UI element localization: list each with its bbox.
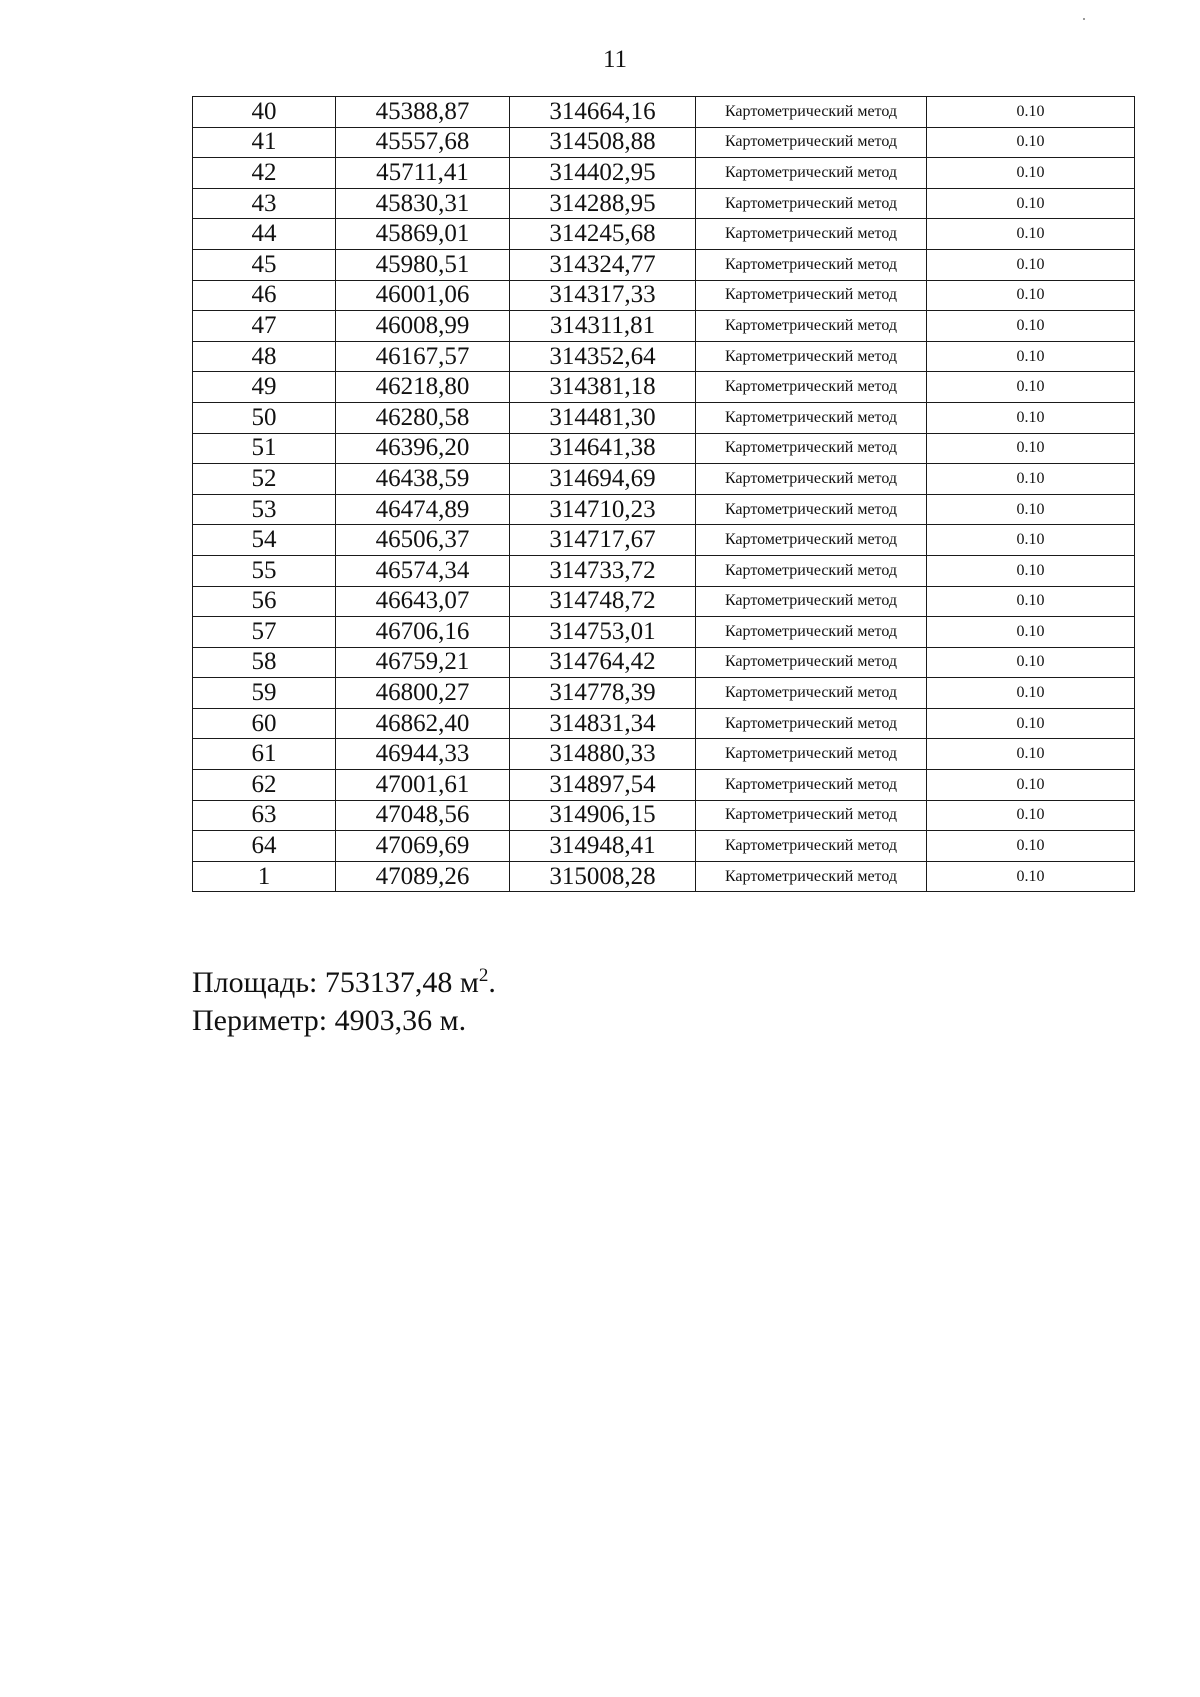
point-number-cell: 54 xyxy=(193,525,336,556)
point-number-cell: 47 xyxy=(193,311,336,342)
point-number-cell: 63 xyxy=(193,800,336,831)
table-row xyxy=(193,861,1135,892)
y-coordinate-cell: 314948,41 xyxy=(510,831,696,862)
point-number-cell: 52 xyxy=(193,464,336,495)
x-coordinate-cell: 46862,40 xyxy=(336,708,510,739)
point-number-cell: 53 xyxy=(193,494,336,525)
scan-speck xyxy=(1083,18,1085,20)
y-coordinate-cell: 314664,16 xyxy=(510,97,696,128)
point-number-cell: 58 xyxy=(193,647,336,678)
x-coordinate-cell: 45869,01 xyxy=(336,219,510,250)
x-coordinate-cell: 47089,26 xyxy=(336,861,510,892)
precision-cell: 0.10 xyxy=(927,280,1135,311)
precision-cell: 0.10 xyxy=(927,433,1135,464)
method-cell: Картометрический метод xyxy=(696,372,927,403)
table-row xyxy=(193,158,1135,189)
y-coordinate-cell: 314710,23 xyxy=(510,494,696,525)
coordinates-table xyxy=(192,96,1135,892)
area-value: 753137,48 м xyxy=(324,966,479,999)
table-row xyxy=(193,249,1135,280)
x-coordinate-cell: 46008,99 xyxy=(336,311,510,342)
method-cell: Картометрический метод xyxy=(696,97,927,128)
y-coordinate-cell: 314764,42 xyxy=(510,647,696,678)
table-row xyxy=(193,525,1135,556)
table-row xyxy=(193,280,1135,311)
y-coordinate-cell: 314831,34 xyxy=(510,708,696,739)
table-row xyxy=(193,433,1135,464)
point-number-cell: 57 xyxy=(193,617,336,648)
point-number-cell: 44 xyxy=(193,219,336,250)
x-coordinate-cell: 46643,07 xyxy=(336,586,510,617)
y-coordinate-cell: 314897,54 xyxy=(510,770,696,801)
method-cell: Картометрический метод xyxy=(696,127,927,158)
point-number-cell: 62 xyxy=(193,770,336,801)
x-coordinate-cell: 46001,06 xyxy=(336,280,510,311)
method-cell: Картометрический метод xyxy=(696,739,927,770)
x-coordinate-cell: 46944,33 xyxy=(336,739,510,770)
method-cell: Картометрический метод xyxy=(696,341,927,372)
x-coordinate-cell: 46396,20 xyxy=(336,433,510,464)
x-coordinate-cell: 45830,31 xyxy=(336,188,510,219)
table-row xyxy=(193,555,1135,586)
x-coordinate-cell: 46800,27 xyxy=(336,678,510,709)
precision-cell: 0.10 xyxy=(927,464,1135,495)
precision-cell: 0.10 xyxy=(927,249,1135,280)
point-number-cell: 42 xyxy=(193,158,336,189)
x-coordinate-cell: 45980,51 xyxy=(336,249,510,280)
precision-cell: 0.10 xyxy=(927,861,1135,892)
point-number-cell: 56 xyxy=(193,586,336,617)
table-row xyxy=(193,494,1135,525)
precision-cell: 0.10 xyxy=(927,739,1135,770)
y-coordinate-cell: 314748,72 xyxy=(510,586,696,617)
precision-cell: 0.10 xyxy=(927,219,1135,250)
y-coordinate-cell: 314508,88 xyxy=(510,127,696,158)
y-coordinate-cell: 314381,18 xyxy=(510,372,696,403)
table-row xyxy=(193,708,1135,739)
precision-cell: 0.10 xyxy=(927,708,1135,739)
area-end: . xyxy=(488,966,496,999)
x-coordinate-cell: 47069,69 xyxy=(336,831,510,862)
method-cell: Картометрический метод xyxy=(696,464,927,495)
x-coordinate-cell: 46759,21 xyxy=(336,647,510,678)
y-coordinate-cell: 314694,69 xyxy=(510,464,696,495)
precision-cell: 0.10 xyxy=(927,188,1135,219)
precision-cell: 0.10 xyxy=(927,372,1135,403)
point-number-cell: 48 xyxy=(193,341,336,372)
y-coordinate-cell: 314245,68 xyxy=(510,219,696,250)
point-number-cell: 49 xyxy=(193,372,336,403)
x-coordinate-cell: 45711,41 xyxy=(336,158,510,189)
method-cell: Картометрический метод xyxy=(696,433,927,464)
x-coordinate-cell: 45388,87 xyxy=(336,97,510,128)
x-coordinate-cell: 46574,34 xyxy=(336,555,510,586)
precision-cell: 0.10 xyxy=(927,158,1135,189)
table-row xyxy=(193,586,1135,617)
y-coordinate-cell: 314352,64 xyxy=(510,341,696,372)
perimeter-value: 4903,36 м. xyxy=(334,1004,467,1037)
y-coordinate-cell: 314753,01 xyxy=(510,617,696,648)
x-coordinate-cell: 46218,80 xyxy=(336,372,510,403)
table-row xyxy=(193,739,1135,770)
method-cell: Картометрический метод xyxy=(696,678,927,709)
y-coordinate-cell: 314733,72 xyxy=(510,555,696,586)
precision-cell: 0.10 xyxy=(927,586,1135,617)
table-row xyxy=(193,372,1135,403)
area-unit-exponent: 2 xyxy=(478,965,489,986)
method-cell: Картометрический метод xyxy=(696,280,927,311)
point-number-cell: 46 xyxy=(193,280,336,311)
table-row xyxy=(193,311,1135,342)
precision-cell: 0.10 xyxy=(927,494,1135,525)
perimeter-line xyxy=(192,1002,496,1040)
method-cell: Картометрический метод xyxy=(696,249,927,280)
y-coordinate-cell: 314778,39 xyxy=(510,678,696,709)
method-cell: Картометрический метод xyxy=(696,647,927,678)
x-coordinate-cell: 47001,61 xyxy=(336,770,510,801)
area-line xyxy=(192,964,496,1002)
y-coordinate-cell: 314288,95 xyxy=(510,188,696,219)
precision-cell: 0.10 xyxy=(927,647,1135,678)
table-row xyxy=(193,188,1135,219)
table-row xyxy=(193,800,1135,831)
table-row xyxy=(193,770,1135,801)
method-cell: Картометрический метод xyxy=(696,494,927,525)
table-row xyxy=(193,617,1135,648)
point-number-cell: 1 xyxy=(193,861,336,892)
precision-cell: 0.10 xyxy=(927,341,1135,372)
y-coordinate-cell: 314317,33 xyxy=(510,280,696,311)
method-cell: Картометрический метод xyxy=(696,158,927,189)
summary-block xyxy=(192,964,496,1040)
method-cell: Картометрический метод xyxy=(696,586,927,617)
method-cell: Картометрический метод xyxy=(696,525,927,556)
point-number-cell: 40 xyxy=(193,97,336,128)
point-number-cell: 59 xyxy=(193,678,336,709)
x-coordinate-cell: 46438,59 xyxy=(336,464,510,495)
precision-cell: 0.10 xyxy=(927,831,1135,862)
perimeter-label: Периметр: xyxy=(192,1004,328,1037)
method-cell: Картометрический метод xyxy=(696,617,927,648)
method-cell: Картометрический метод xyxy=(696,188,927,219)
method-cell: Картометрический метод xyxy=(696,770,927,801)
precision-cell: 0.10 xyxy=(927,678,1135,709)
point-number-cell: 41 xyxy=(193,127,336,158)
method-cell: Картометрический метод xyxy=(696,708,927,739)
precision-cell: 0.10 xyxy=(927,555,1135,586)
method-cell: Картометрический метод xyxy=(696,831,927,862)
method-cell: Картометрический метод xyxy=(696,800,927,831)
precision-cell: 0.10 xyxy=(927,770,1135,801)
table-row xyxy=(193,341,1135,372)
precision-cell: 0.10 xyxy=(927,97,1135,128)
y-coordinate-cell: 314641,38 xyxy=(510,433,696,464)
y-coordinate-cell: 314906,15 xyxy=(510,800,696,831)
method-cell: Картометрический метод xyxy=(696,219,927,250)
y-coordinate-cell: 314324,77 xyxy=(510,249,696,280)
y-coordinate-cell: 314402,95 xyxy=(510,158,696,189)
x-coordinate-cell: 45557,68 xyxy=(336,127,510,158)
y-coordinate-cell: 314311,81 xyxy=(510,311,696,342)
precision-cell: 0.10 xyxy=(927,402,1135,433)
table-row xyxy=(193,402,1135,433)
table-row xyxy=(193,647,1135,678)
precision-cell: 0.10 xyxy=(927,525,1135,556)
x-coordinate-cell: 46280,58 xyxy=(336,402,510,433)
x-coordinate-cell: 46474,89 xyxy=(336,494,510,525)
page-number: 11 xyxy=(602,46,628,73)
point-number-cell: 51 xyxy=(193,433,336,464)
y-coordinate-cell: 314481,30 xyxy=(510,402,696,433)
x-coordinate-cell: 46706,16 xyxy=(336,617,510,648)
table-row xyxy=(193,127,1135,158)
precision-cell: 0.10 xyxy=(927,311,1135,342)
x-coordinate-cell: 46167,57 xyxy=(336,341,510,372)
precision-cell: 0.10 xyxy=(927,617,1135,648)
precision-cell: 0.10 xyxy=(927,800,1135,831)
table-row xyxy=(193,678,1135,709)
point-number-cell: 64 xyxy=(193,831,336,862)
point-number-cell: 61 xyxy=(193,739,336,770)
coordinates-table-body xyxy=(193,97,1135,892)
table-row xyxy=(193,219,1135,250)
point-number-cell: 55 xyxy=(193,555,336,586)
x-coordinate-cell: 47048,56 xyxy=(336,800,510,831)
method-cell: Картометрический метод xyxy=(696,861,927,892)
table-row xyxy=(193,464,1135,495)
precision-cell: 0.10 xyxy=(927,127,1135,158)
x-coordinate-cell: 46506,37 xyxy=(336,525,510,556)
table-row xyxy=(193,97,1135,128)
method-cell: Картометрический метод xyxy=(696,402,927,433)
point-number-cell: 43 xyxy=(193,188,336,219)
area-label: Площадь: xyxy=(192,966,318,999)
point-number-cell: 60 xyxy=(193,708,336,739)
table-row xyxy=(193,831,1135,862)
y-coordinate-cell: 314717,67 xyxy=(510,525,696,556)
point-number-cell: 45 xyxy=(193,249,336,280)
method-cell: Картометрический метод xyxy=(696,311,927,342)
y-coordinate-cell: 314880,33 xyxy=(510,739,696,770)
point-number-cell: 50 xyxy=(193,402,336,433)
y-coordinate-cell: 315008,28 xyxy=(510,861,696,892)
method-cell: Картометрический метод xyxy=(696,555,927,586)
